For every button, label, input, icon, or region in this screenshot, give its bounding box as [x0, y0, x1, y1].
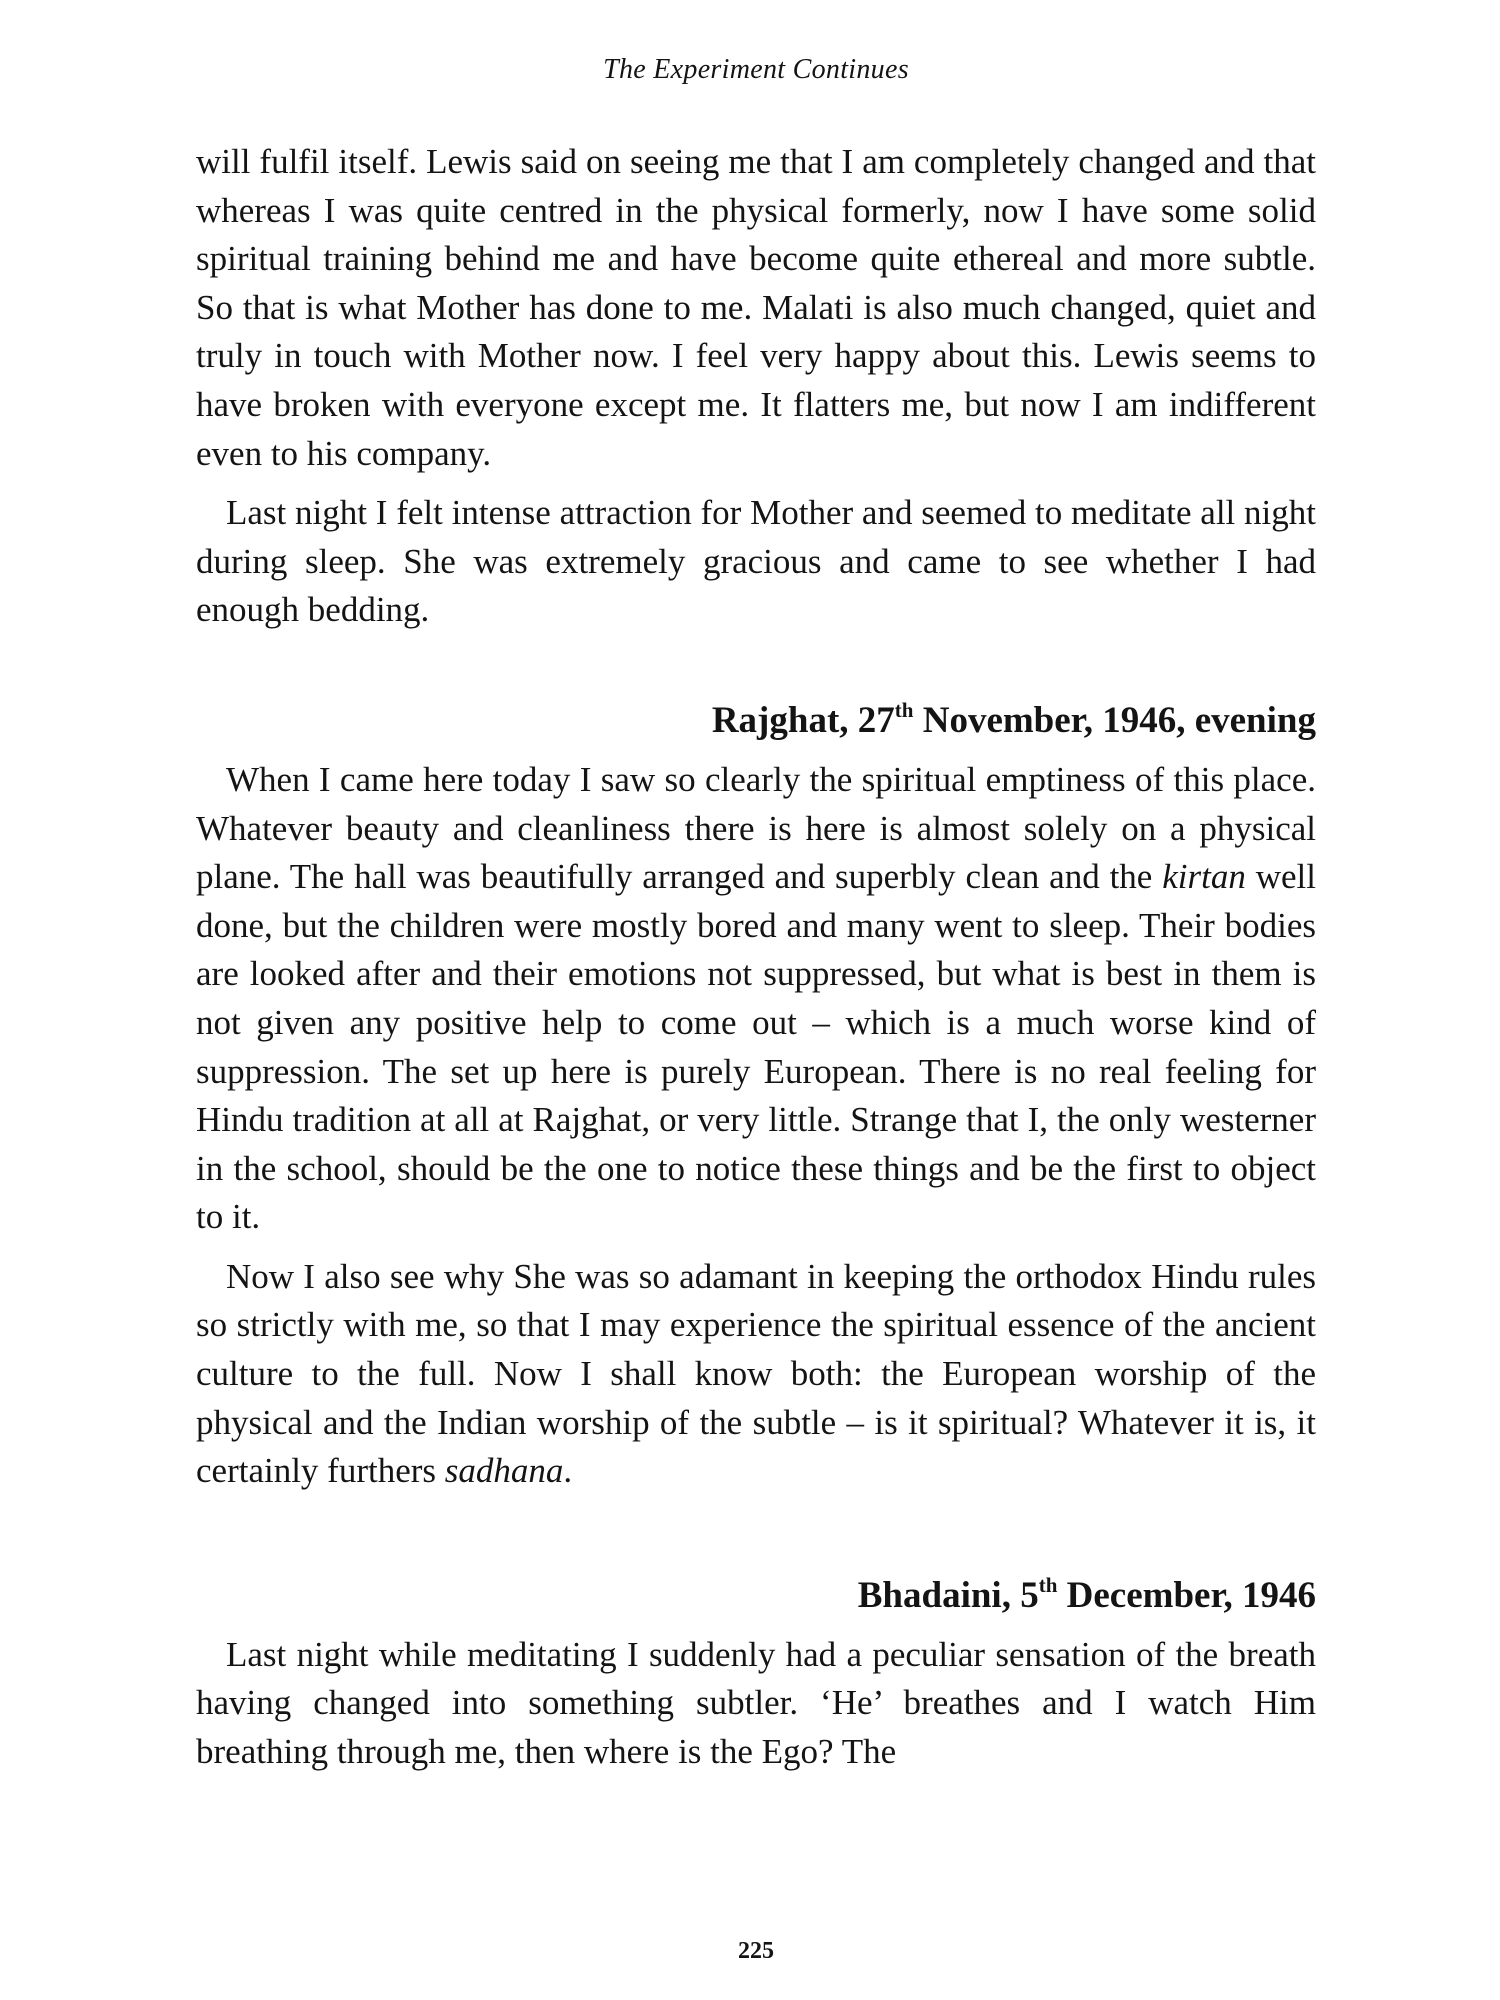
paragraph-rajghat-2: Now I also see why She was so adamant in keeping the orthodox Hindu rules so strictly with me, so that I may experience the spiritual essence of the ancient culture to the full. Now I shall know both: the European worship of the physical and the Indian worship of the subtle – is it spiritual? Whatever it is, it certainly furthers sadhana. [196, 1256, 1316, 1491]
book-page [196, 40, 1316, 1964]
paragraph-continued: will fulfil itself. Lewis said on seeing me that I am completely changed and that whereas I was quite centred in the physical formerly, now I have some solid spiritual training behind me and have become quite ethereal and more subtle. So that is what Mother has done to me. Malati is also much changed, quiet and truly in touch with Mother now. I feel very happy about this. Lewis seems to have broken with everyone except me. It flatters me, but now I am indifferent even to his company. [196, 142, 1316, 473]
paragraph-rajghat-1: When I came here today I saw so clearly the spiritual emptiness of this place. Whatever beauty and cleanliness there is here is almost solely on a physical plane. The hall was beautifully arranged and superbly clean and the kirtan well done, but the children were mostly bored and many went to sleep. Their bodies are looked after and their emotions not suppressed, but what is best in them is not given any positive help to come out – which is a much worse kind of suppression. The set up here is purely European. There is no real feeling for Hindu tradition at all at Rajghat, or very little. Strange that I, the only westerner in the school, should be the one to notice these things and be the first to object to it. [196, 759, 1316, 1237]
paragraph-last-night: Last night I felt intense attraction for Mother and seemed to meditate all night during sleep. She was extremely gracious and came to see whether I had enough bedding. [196, 493, 1316, 630]
entry-heading-rajghat: Rajghat, 27th November, 1946, evening [711, 697, 1316, 741]
page-body [196, 138, 1316, 1777]
page-number: 225 [738, 1938, 774, 1964]
entry-heading-bhadaini: Bhadaini, 5th December, 1946 [857, 1572, 1316, 1616]
paragraph-bhadaini-1: Last night while meditating I suddenly had a peculiar sensation of the breath having changed into something subtler. ‘He’ breathes and I watch Him breathing through me, then where is the Ego? The [196, 1634, 1316, 1772]
running-head: The Experiment Continues [603, 54, 909, 85]
